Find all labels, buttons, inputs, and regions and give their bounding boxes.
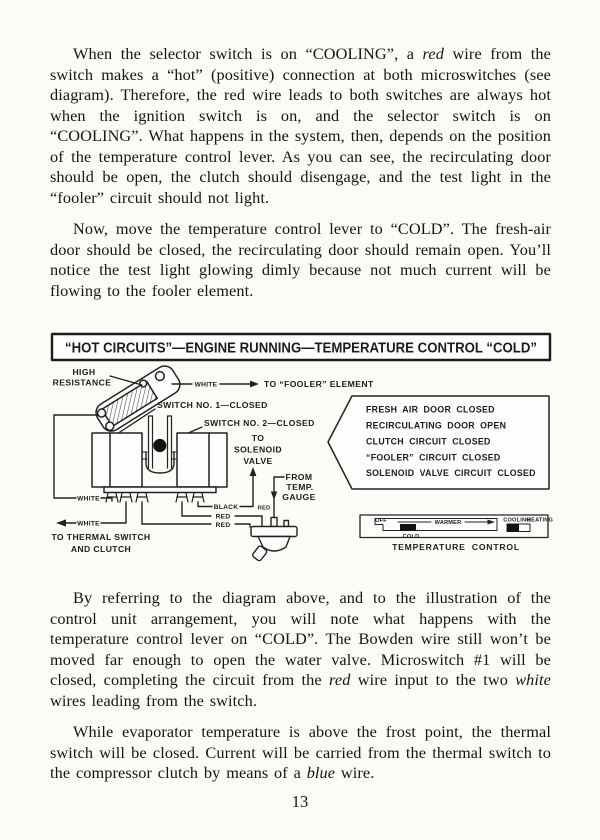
label-white-fooler: WHITE bbox=[194, 381, 218, 389]
resistor-plate bbox=[92, 362, 183, 435]
label-cold: COLD bbox=[402, 534, 420, 540]
diagram-title: “HOT CIRCUITS”—ENGINE RUNNING—TEMPERATURE CONTROL “COLD” bbox=[65, 340, 537, 357]
label-black: BLACK bbox=[213, 504, 239, 512]
callout-line-4: “FOOLER” CIRCUIT CLOSED bbox=[366, 452, 501, 463]
label-red-gauge: RED bbox=[257, 505, 271, 512]
label-to-solenoid-2: SOLENOID bbox=[233, 444, 283, 455]
label-white-upper: WHITE bbox=[77, 495, 100, 503]
terminal-clips bbox=[106, 493, 204, 502]
label-high-resistance-2: RESISTANCE bbox=[52, 377, 112, 388]
label-from-temp-1: FROM bbox=[285, 472, 313, 482]
temperature-control-caption: TEMPERATURE CONTROL bbox=[392, 542, 520, 552]
label-thermal-2: AND CLUTCH bbox=[70, 544, 132, 554]
mode-lever-knob bbox=[507, 524, 519, 532]
paragraph-diagram-reference: By referring to the diagram above, and to the illustration of the control unit arrangement, you will note what happens with the temperature control lever on “COLD”. The Bowden wire still won’t be moved far enough to open the water valve. Microswitch #1 will be closed, completing the circuit from the red wire input to the two white wires leading from the switch. bbox=[50, 588, 551, 710]
callout-line-1: FRESH AIR DOOR CLOSED bbox=[366, 404, 495, 415]
label-off: OFF bbox=[375, 518, 387, 524]
label-cooling: COOLING bbox=[503, 517, 531, 524]
label-red-lower: RED bbox=[215, 522, 231, 529]
cam-follower-cup bbox=[146, 452, 174, 473]
label-to-solenoid-3: VALVE bbox=[243, 456, 273, 466]
label-switch-2: SWITCH NO. 2—CLOSED bbox=[204, 418, 315, 428]
switch-base bbox=[104, 487, 216, 493]
paragraph-thermal-switch: While evaporator temperature is above the frost point, the thermal switch will be closed. Current will be carried from the thermal switch to the compressor clutch by means of a blue wire. bbox=[50, 722, 551, 782]
callout-line-3: CLUTCH CIRCUIT CLOSED bbox=[366, 436, 491, 447]
intro-text-block bbox=[50, 44, 551, 301]
label-to-fooler: TO “FOOLER” ELEMENT bbox=[264, 379, 374, 389]
cam-roller bbox=[153, 439, 166, 452]
wiring-diagram bbox=[28, 326, 572, 584]
label-red-upper: RED bbox=[215, 513, 231, 521]
microswitch-1-box bbox=[92, 433, 142, 487]
microswitch-2-box bbox=[177, 433, 227, 487]
label-from-temp-2: TEMP. bbox=[286, 482, 314, 492]
closing-text-block bbox=[50, 588, 551, 784]
label-white-lower: WHITE bbox=[77, 520, 100, 528]
label-thermal-1: TO THERMAL SWITCH bbox=[51, 532, 151, 542]
ignition-switch bbox=[251, 518, 297, 562]
label-to-solenoid-1: TO bbox=[251, 433, 265, 443]
temp-lever-knob bbox=[400, 524, 416, 531]
label-high-resistance-1: HIGH bbox=[72, 367, 96, 377]
label-heating: HEATING bbox=[526, 517, 554, 524]
callout-line-5: SOLENOID VALVE CIRCUIT CLOSED bbox=[366, 468, 536, 478]
paragraph-cooling: When the selector switch is on “COOLING”, a red wire from the switch makes a “hot” (positive) connection at both microswitches (see diagram). Therefore, the red wire leads to both switches are always hot when the ignition switch is on, and the selector switch is on “COOLING”. What happens in the system, then, depends on the position of the temperature control lever. As you can see, the recirculating door should be open, the clutch should disengage, and the test light in the “fooler” circuit should not light. bbox=[50, 44, 551, 207]
paragraph-cold-lever: Now, move the temperature control lever to “COLD”. The fresh-air door should be closed, the recirculating door should remain open. You’ll notice the test light glowing dimly because not much current will be flowing to the fooler element. bbox=[50, 219, 551, 300]
label-switch-1: SWITCH NO. 1—CLOSED bbox=[157, 400, 268, 410]
label-warmer: WARMER bbox=[434, 520, 462, 527]
page-number: 13 bbox=[291, 792, 309, 811]
temperature-control-panel bbox=[360, 515, 553, 540]
callout-line-2: RECIRCULATING DOOR OPEN bbox=[366, 420, 507, 431]
label-from-temp-3: GAUGE bbox=[282, 492, 316, 502]
